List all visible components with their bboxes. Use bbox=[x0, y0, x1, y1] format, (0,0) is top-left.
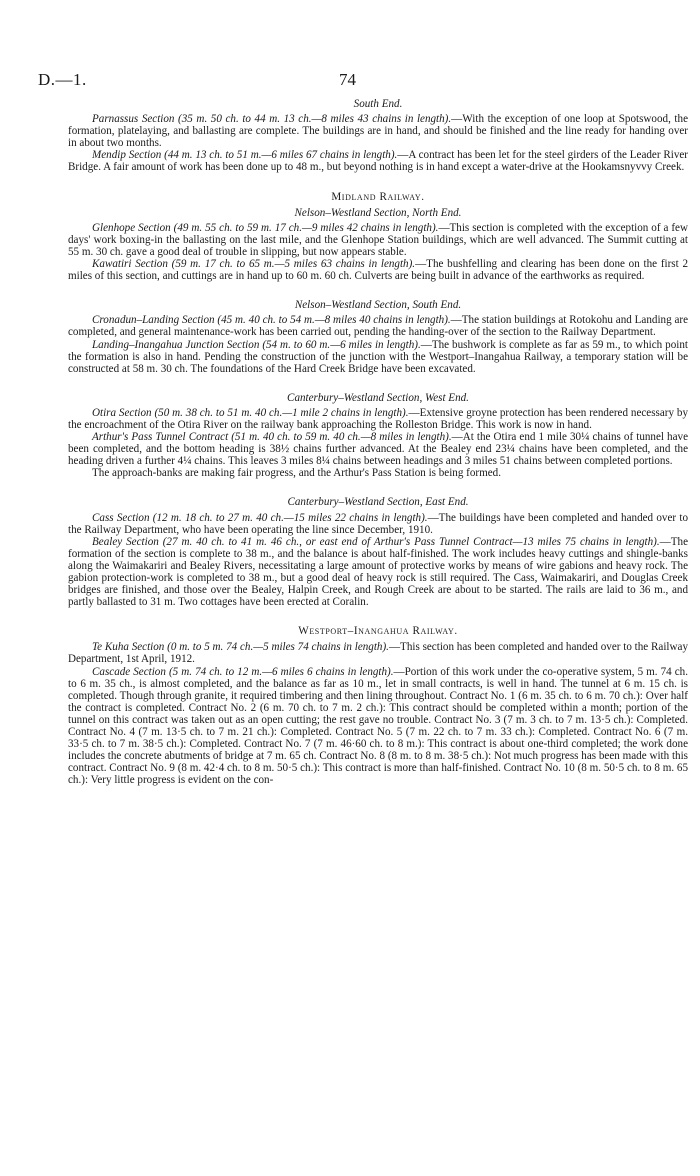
paragraph bbox=[68, 314, 688, 338]
paragraph-lead: Landing–Inangahua Junction Section (54 m. to 60 m.—6 miles in length). bbox=[92, 338, 421, 351]
paragraph-lead: Arthur's Pass Tunnel Contract (51 m. 40 ch. to 59 m. 40 ch.—8 miles in length). bbox=[92, 431, 452, 444]
paragraph-text: —The formation of the section is complete to 38 m., and the balance is about half-finished. The work includes heavy cuttings and shingle-banks along the Waimakariri and Bealey Rivers, necessitating a large amount of protective works by means of wire gabions and heavy rock. The gabion protection-work is completed to 38 m., but a good deal of heavy rock is still required. The Cass, Waimakariri, and Douglas Creek bridges are finished, and those over the Bealey, Halpin Creek, and Rough Creek are about to be started. The rails are laid to 36 m., and partly ballasted to 31 m. Two cottages have been erected at Coralin. bbox=[68, 535, 688, 609]
paragraph-lead: Cascade Section (5 m. 74 ch. to 12 m.—6 miles 6 chains in length). bbox=[92, 665, 394, 678]
paragraph-lead: Glenhope Section (49 m. 55 ch. to 59 m. 17 ch.—9 miles 42 chains in length). bbox=[92, 221, 439, 234]
paragraph-text: —At the Otira end 1 mile 30¼ chains of tunnel have been completed, and the bottom heading is 38½ chains further advanced. At the Bealey end 23¼ chains have been completed, and the heading driven a further 4¼ chains. This leaves 3 miles 8¼ chains between headings and 3 miles 51 chains between completed portions. bbox=[68, 431, 688, 468]
paragraph-lead: Parnassus Section (35 m. 50 ch. to 44 m. 13 ch.—8 miles 43 chains in length). bbox=[92, 113, 452, 126]
spacer bbox=[68, 608, 688, 625]
paragraph bbox=[68, 512, 688, 536]
paragraph-text: —Extensive groyne protection has been rendered necessary by the encroachment of the Otira River on the railway bank approaching the Rolleston Bridge. This work is now in hand. bbox=[68, 406, 688, 431]
section-heading: Westport–Inangahua Railway. bbox=[298, 625, 458, 638]
spacer bbox=[68, 174, 688, 191]
subsection-title: Canterbury–Westland Section, East End. bbox=[287, 496, 469, 509]
paragraph-lead: Kawatiri Section (59 m. 17 ch. to 65 m.—5 miles 63 chains in length). bbox=[92, 258, 416, 271]
paragraph-lead: Bealey Section (27 m. 40 ch. to 41 m. 46 ch., or east end of Arthur's Pass Tunnel Contract—13 miles 75 chains in length). bbox=[92, 535, 660, 548]
paragraph bbox=[68, 467, 688, 479]
section-heading: Midland Railway. bbox=[331, 190, 425, 203]
document-reference: D.—1. bbox=[38, 70, 87, 89]
paragraph-text: —A contract has been let for the steel girders of the Leader River Bridge. A fair amount of work has been done up to 48 m., but beyond nothing is in hand except a water-drive at the Hookamsnyvvy Creek. bbox=[68, 149, 688, 174]
paragraph-text: —The buildings have been completed and handed over to the Railway Department, who have been operating the line since December, 1910. bbox=[68, 511, 689, 536]
paragraph-text: —This section has been completed and handed over to the Railway Department, 1st April, 1912. bbox=[68, 641, 689, 666]
paragraph-lead: Mendip Section (44 m. 13 ch. to 51 m.—6 miles 67 chains in length). bbox=[92, 149, 398, 162]
subsection-title: Nelson–Westland Section, South End. bbox=[294, 299, 462, 312]
paragraph-text: —The bushwork is complete as far as 59 m., to which point the formation is also in hand. Pending the construction of the junction with the Westport–Inangahua Railway, a temporary station will be constructed at 58 m. 30 ch. The foundations of the Hard Creek Bridge have been excavated. bbox=[68, 338, 688, 375]
paragraph-text: The approach-banks are making fair progress, and the Arthur's Pass Station is being formed. bbox=[92, 467, 501, 480]
paragraph-lead: Te Kuha Section (0 m. to 5 m. 74 ch.—5 miles 74 chains in length). bbox=[92, 641, 389, 654]
paragraph-lead: Cass Section (12 m. 18 ch. to 27 m. 40 ch.—15 miles 22 chains in length). bbox=[92, 511, 428, 524]
spacer bbox=[68, 282, 688, 299]
paragraph-lead: Cronadun–Landing Section (45 m. 40 ch. to 54 m.—8 miles 40 chains in length). bbox=[92, 314, 451, 327]
subsection-title: South End. bbox=[353, 98, 403, 110]
subsection-title: Nelson–Westland Section, North End. bbox=[294, 206, 462, 219]
spacer bbox=[68, 375, 688, 392]
paragraph bbox=[68, 666, 688, 787]
paragraph-text: —The bushfelling and clearing has been done on the first 2 miles of this section, and cuttings are in hand up to 60 m. 60 ch. Culverts are being built in advance of the earthworks as required. bbox=[68, 258, 689, 283]
paragraph-text: —The station buildings at Rotokohu and Landing are completed, and general maintenance-work has been carried out, pending the handing-over of the section to the Railway Department. bbox=[68, 314, 688, 339]
paragraph bbox=[68, 222, 688, 258]
paragraph bbox=[68, 536, 688, 609]
paragraph-text: —Portion of this work under the co-operative system, 5 m. 74 ch. to 6 m. 35 ch., is almost completed, and the balance as far as 10 m., let in small contracts, is well in hand. The tunnel at 6 m. 15 ch. is completed. Though through granite, it required timbering and then lining throughout. Contract No. 1 (6 m. 35 ch. to 6 m. 70 ch.): Over half the contract is completed. Contract No. 2 (6 m. 70 ch. to 7 m. 2 ch.): This contract should be completed within a month; portion of the tunnel on this contract was taken out as an open cutting; the rest gave no trouble. Contract No. 3 (7 m. 3 ch. to 7 m. 13·5 ch.): Completed. Contract No. 4 (7 m. 13·5 ch. to 7 m. 21 ch.): Completed. Contract No. 5 (7 m. 22 ch. to 7 m. 33 ch.): Completed. Contract No. 6 (7 m. 33·5 ch. to 7 m. 38·5 ch.): Completed. Contract No. 7 (7 m. 46·60 ch. to 8 m.): This contract is about one-third completed; the work done includes the concrete abutments of bridge at 7 m. 65 ch. Contract No. 8 (8 m. to 8 m. 38·5 ch.): Not much progress has been made with this contract. Contract No. 9 (8 m. 42·4 ch. to 8 m. 50·5 ch.): This contract is more than half-finished. Contract No. 10 (8 m. 50·5 ch. to 8 m. 65 ch.): Very little progress is evident on the con- bbox=[68, 665, 688, 787]
paragraph bbox=[68, 339, 688, 375]
document-body bbox=[68, 98, 688, 787]
paragraph bbox=[68, 407, 688, 431]
paragraph bbox=[68, 113, 688, 149]
subsection-title: Canterbury–Westland Section, West End. bbox=[287, 391, 469, 404]
spacer bbox=[68, 479, 688, 496]
paragraph-text: —With the exception of one loop at Spotswood, the formation, platelaying, and ballasting are complete. The buildings are in hand, and should be finished and the line ready for handing over in about two months. bbox=[68, 113, 688, 150]
paragraph-lead: Otira Section (50 m. 38 ch. to 51 m. 40 ch.—1 mile 2 chains in length). bbox=[92, 406, 409, 419]
paragraph bbox=[68, 149, 688, 173]
paragraph bbox=[68, 641, 688, 665]
paragraph bbox=[68, 431, 688, 467]
paragraph-text: —This section is completed with the exception of a few days' work boxing-in the ballasting on the last mile, and the Glenhope Station buildings, which are well advanced. The Summit cutting at 55 m. 30 ch. gave a good deal of trouble in slipping, but now appears stable. bbox=[68, 221, 688, 258]
page-number: 74 bbox=[339, 70, 356, 89]
paragraph bbox=[68, 258, 688, 282]
